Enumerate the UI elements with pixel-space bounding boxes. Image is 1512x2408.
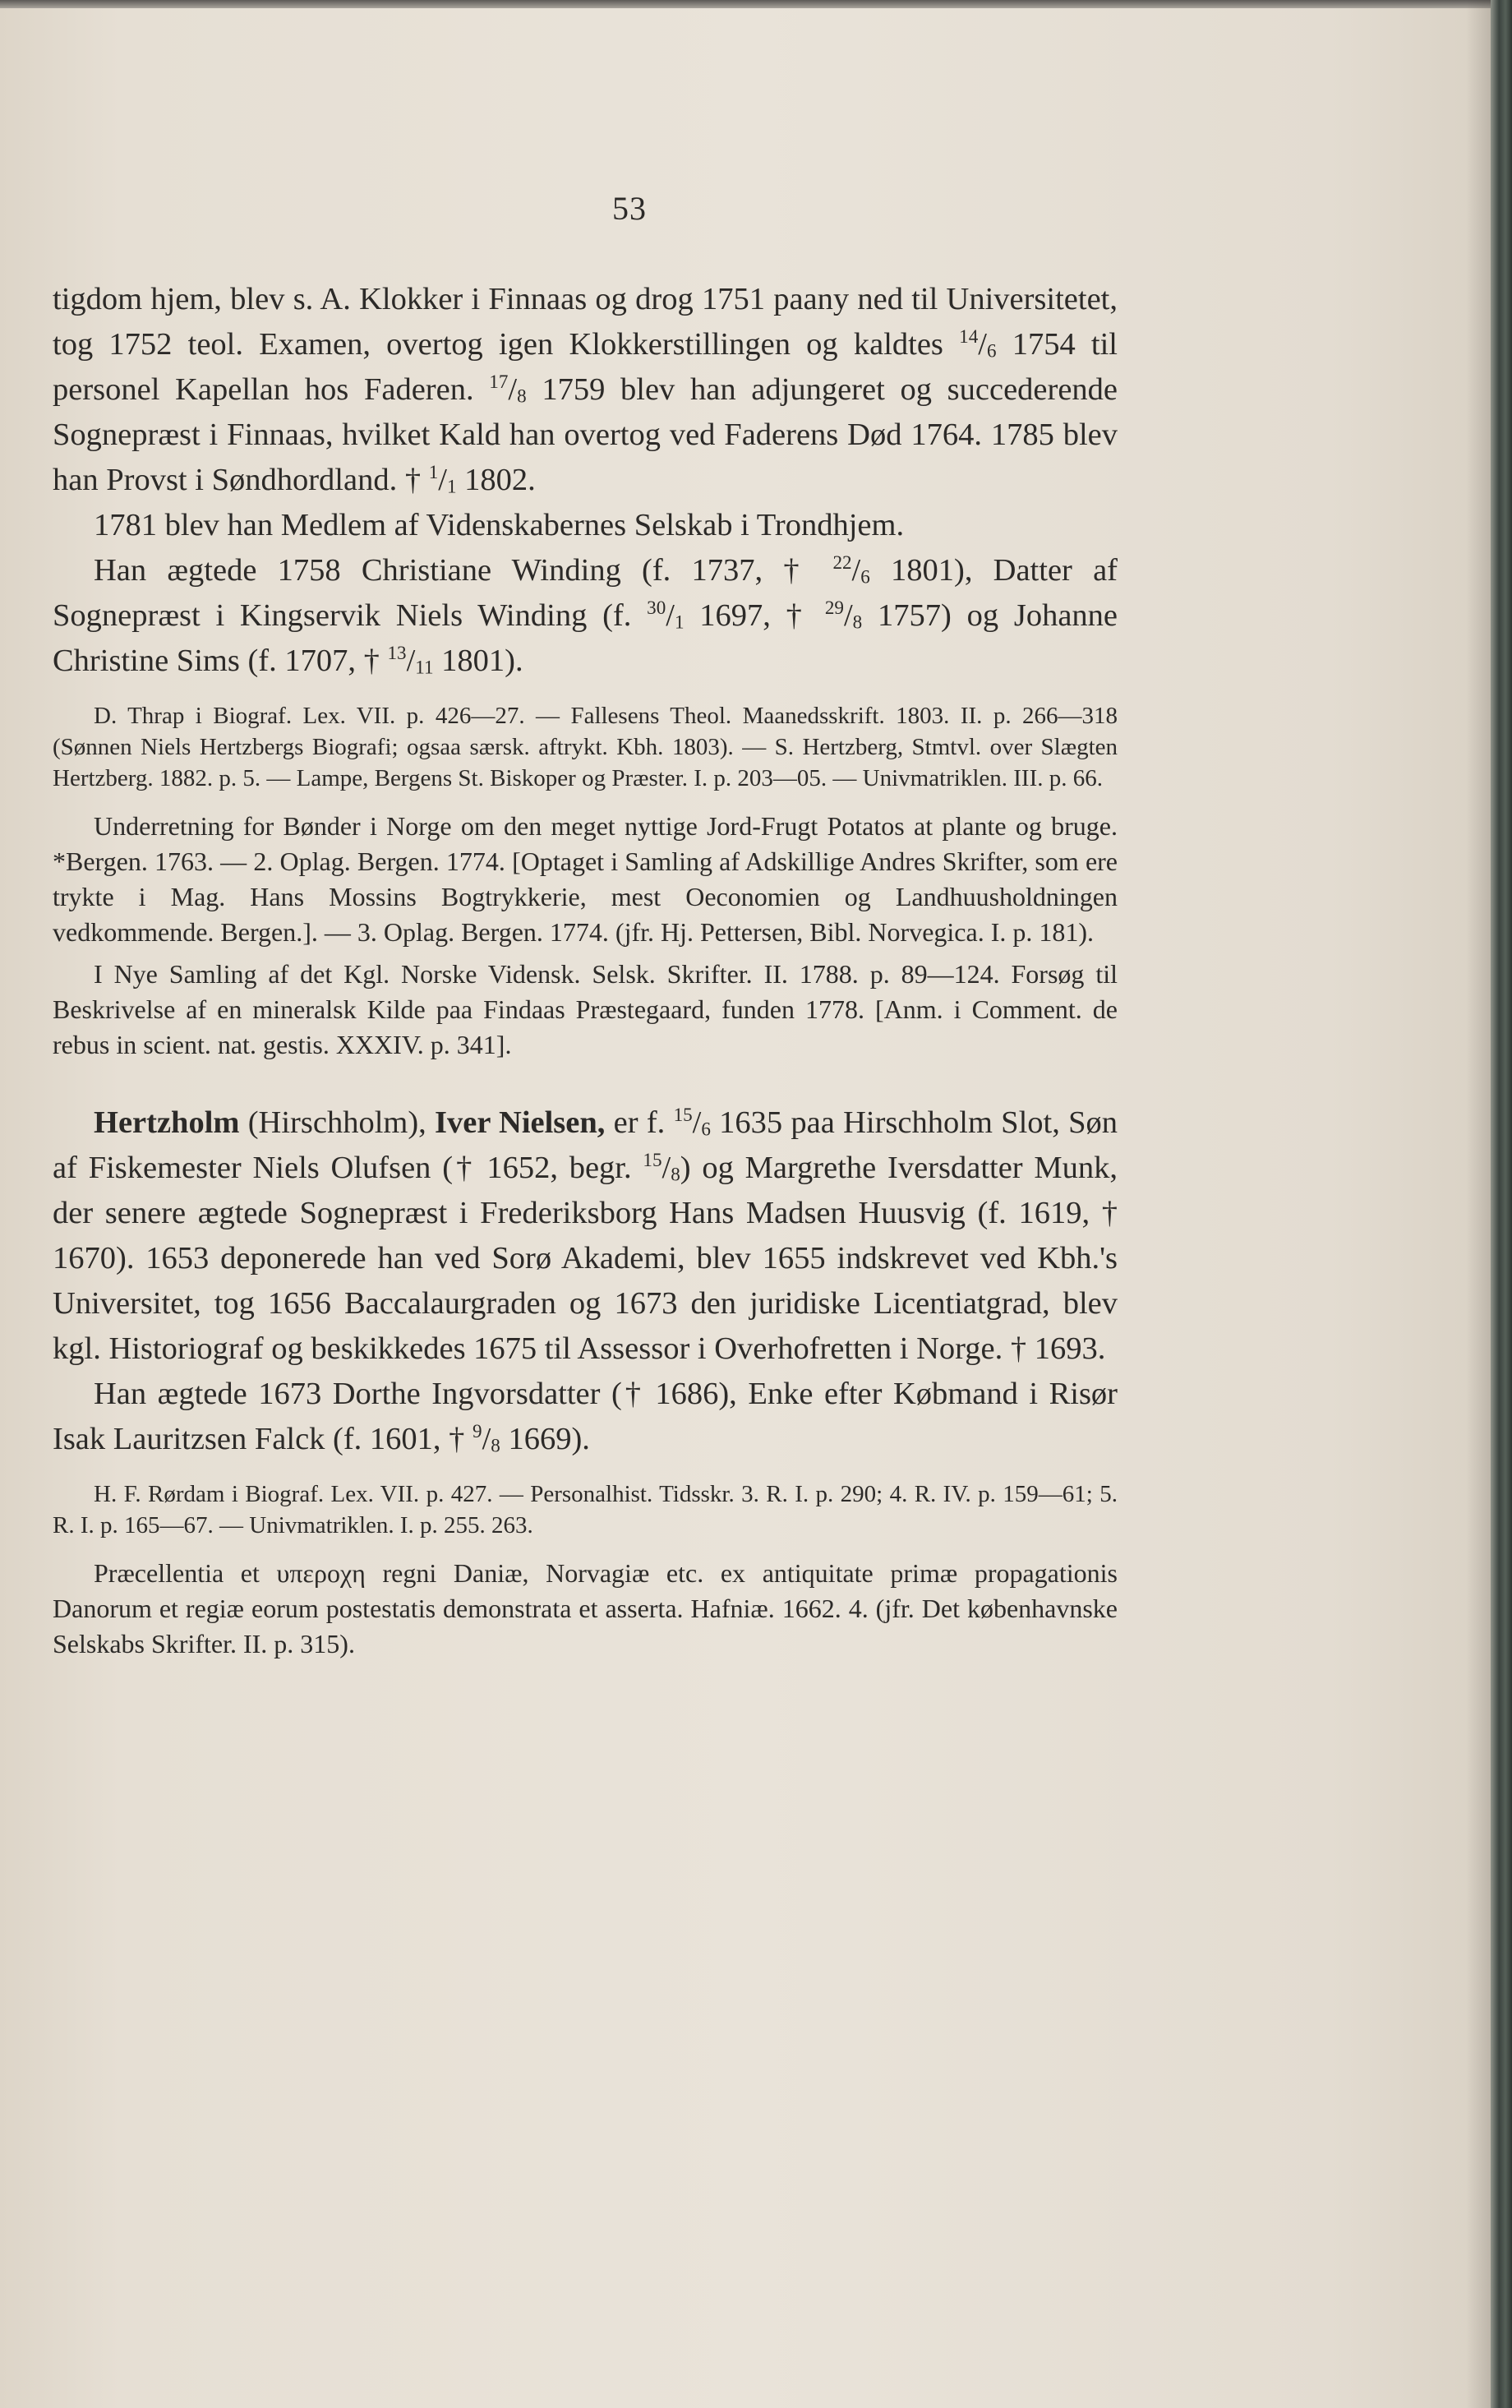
top-edge-shadow [0,0,1512,8]
page-text-block [53,164,1118,1668]
entry2-work-1: Præcellentia et υπεροχη regni Daniæ, Norvagiæ etc. ex antiquitate primæ propagationis Danorum et regiæ eorum postestatis demonstrata et asserta. Hafniæ. 1662. 4. (jfr. Det københavnske Selskabs Skrifter. II. p. 315). [53,1558,1118,1658]
entry2-paragraph-1: Hertzholm (Hirschholm), Iver Nielsen, er f. $^{15}/_6$ 1635 paa Hirschholm Slot, Søn af Fiskemester Niels Olufsen († 1652, begr. $^{15}/_8$) og Margrethe Iversdatter Munk, der senere ægtede Sognepræst i Frederiksborg Hans Madsen Huusvig (f. 1619, † 1670). 1653 deponerede han ved Sorø Akademi, blev 1655 indskrevet ved Kbh.'s Universitet, tog 1656 Baccalaurgraden og 1673 den juridiske Licentiatgrad, blev kgl. Historiograf og beskikkedes 1675 til Assessor i Overhofretten i Norge. † 1693. [53,1104,1118,1366]
entry1-paragraph-2: 1781 blev han Medlem af Videnskabernes Selskab i Trondhjem. [94,508,905,542]
entry2-given-name: Iver Nielsen, [435,1105,606,1140]
entry1-paragraph-1: tigdom hjem, blev s. A. Klokker i Finnaas og drog 1751 paany ned til Universitetet, tog 1752 teol. Examen, overtog igen Klokkerstillingen og kaldtes $^{14}/_6$ 1754 til personel Kapellan hos Faderen. $^{17}/_8$ 1759 blev han adjungeret og succederende Sognepræst i Finnaas, hvilket Kald han overtog ved Faderens Død 1764. 1785 blev han Provst i Søndhordland. † $^1/_1$ 1802. [53,282,1118,497]
page-fold-shadow [1466,0,1491,2408]
entry2-paragraph-2: Han ægtede 1673 Dorthe Ingvorsdatter († 1686), Enke efter Købmand i Risør Isak Lauritzsen Falck (f. 1601, † $^9/_8$ 1669). [53,1377,1118,1456]
entry2-references: H. F. Rørdam i Biograf. Lex. VII. p. 427. — Personalhist. Tidsskr. 3. R. I. p. 290; 4. R. IV. p. 159—61; 5. R. I. p. 165—67. — Univmatriklen. I. p. 255. 263. [53,1481,1118,1538]
entry1-work-2: I Nye Samling af det Kgl. Norske Vidensk. Selsk. Skrifter. II. 1788. p. 89—124. Forsøg til Beskrivelse af en mineralsk Kilde paa Findaas Præstegaard, funden 1778. [Anm. i Comment. de rebus in scient. nat. gestis. XXXIV. p. 341]. [53,959,1118,1059]
entry-separator [53,1069,1118,1100]
entry1-references: D. Thrap i Biograf. Lex. VII. p. 426—27. — Fallesens Theol. Maanedsskrift. 1803. II. p. 266—318 (Sønnen Niels Hertzbergs Biografi; ogsaa særsk. aftrykt. Kbh. 1803). — S. Hertzberg, Stmtvl. over Slægten Hertzberg. 1882. p. 5. — Lampe, Bergens St. Biskoper og Præster. I. p. 203—05. — Univmatriklen. III. p. 66. [53,703,1118,791]
entry2-surname: Hertzholm [94,1105,240,1140]
book-binding-edge [1491,0,1512,2408]
page-number: 53 [612,190,647,227]
entry1-work-1: Underretning for Bønder i Norge om den meget nyttige Jord-Frugt Potatos at plante og bruge. *Bergen. 1763. — 2. Oplag. Bergen. 1774. [Optaget i Samling af Adskillige Andres Skrifter, som ere trykte i Mag. Hans Mossins Bogtrykkerie, mest Oeconomien og Landhuusholdningen vedkommende. Bergen.]. — 3. Oplag. Bergen. 1774. (jfr. Hj. Pettersen, Bibl. Norvegica. I. p. 181). [53,811,1118,947]
entry1-paragraph-3: Han ægtede 1758 Christiane Winding (f. 1737, † $^{22}/_6$ 1801), Datter af Sognepræst i Kingservik Niels Winding (f. $^{30}/_1$ 1697, † $^{29}/_8$ 1757) og Johanne Christine Sims (f. 1707, † $^{13}/_{11}$ 1801). [53,551,1118,678]
